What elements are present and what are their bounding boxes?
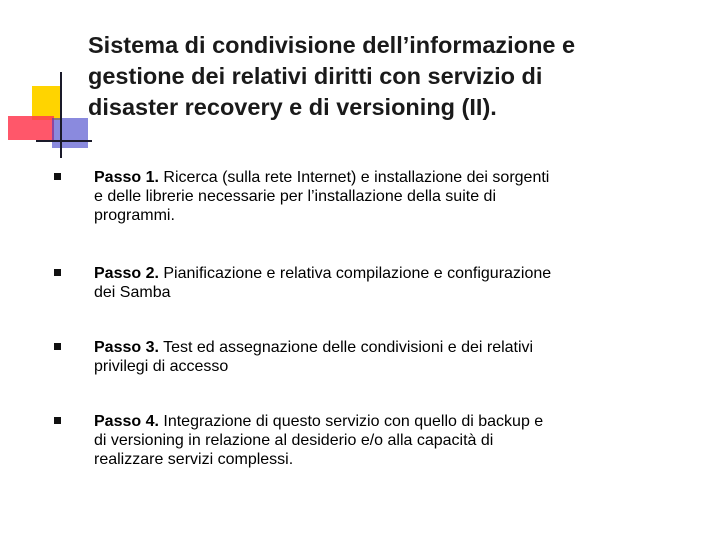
step-text-line: privilegi di accesso bbox=[94, 358, 229, 375]
step-label: Passo 3. bbox=[94, 339, 159, 356]
square-bullet-icon bbox=[54, 343, 61, 350]
deco-yellow-square bbox=[32, 86, 60, 120]
step-label: Passo 2. bbox=[94, 265, 159, 282]
title-line: disaster recovery e di versioning (II). bbox=[88, 94, 497, 120]
step-text-line: Integrazione di questo servizio con quello di backup e bbox=[158, 413, 544, 430]
step-text-line: e delle librerie necessarie per l’installazione della suite di bbox=[94, 188, 496, 205]
bullet-text bbox=[94, 168, 694, 225]
deco-blue-square bbox=[52, 118, 88, 148]
decorative-logo-graphic bbox=[0, 0, 95, 165]
step-label: Passo 1. bbox=[94, 169, 159, 186]
step-text-line: dei Samba bbox=[94, 284, 171, 301]
square-bullet-icon bbox=[54, 173, 61, 180]
step-label: Passo 4. bbox=[94, 413, 159, 430]
step-text-line: di versioning in relazione al desiderio e/o alla capacità di bbox=[94, 432, 494, 449]
bullet-text bbox=[94, 264, 694, 302]
step-text-line: Ricerca (sulla rete Internet) e installazione dei sorgenti bbox=[158, 169, 550, 186]
square-bullet-icon bbox=[54, 269, 61, 276]
title-line: Sistema di condivisione dell’informazione e bbox=[88, 32, 576, 58]
step-text-line: realizzare servizi complessi. bbox=[94, 451, 294, 468]
step-text-line: Test ed assegnazione delle condivisioni e dei relativi bbox=[158, 339, 534, 356]
bullet-text bbox=[94, 412, 694, 469]
step-text-line: programmi. bbox=[94, 207, 175, 224]
deco-red-square bbox=[8, 116, 54, 140]
slide-title bbox=[88, 30, 688, 123]
title-line: gestione dei relativi diritti con servizio di bbox=[88, 63, 543, 89]
step-text-line: Pianificazione e relativa compilazione e configurazione bbox=[158, 265, 552, 282]
square-bullet-icon bbox=[54, 417, 61, 424]
bullet-text bbox=[94, 338, 694, 376]
